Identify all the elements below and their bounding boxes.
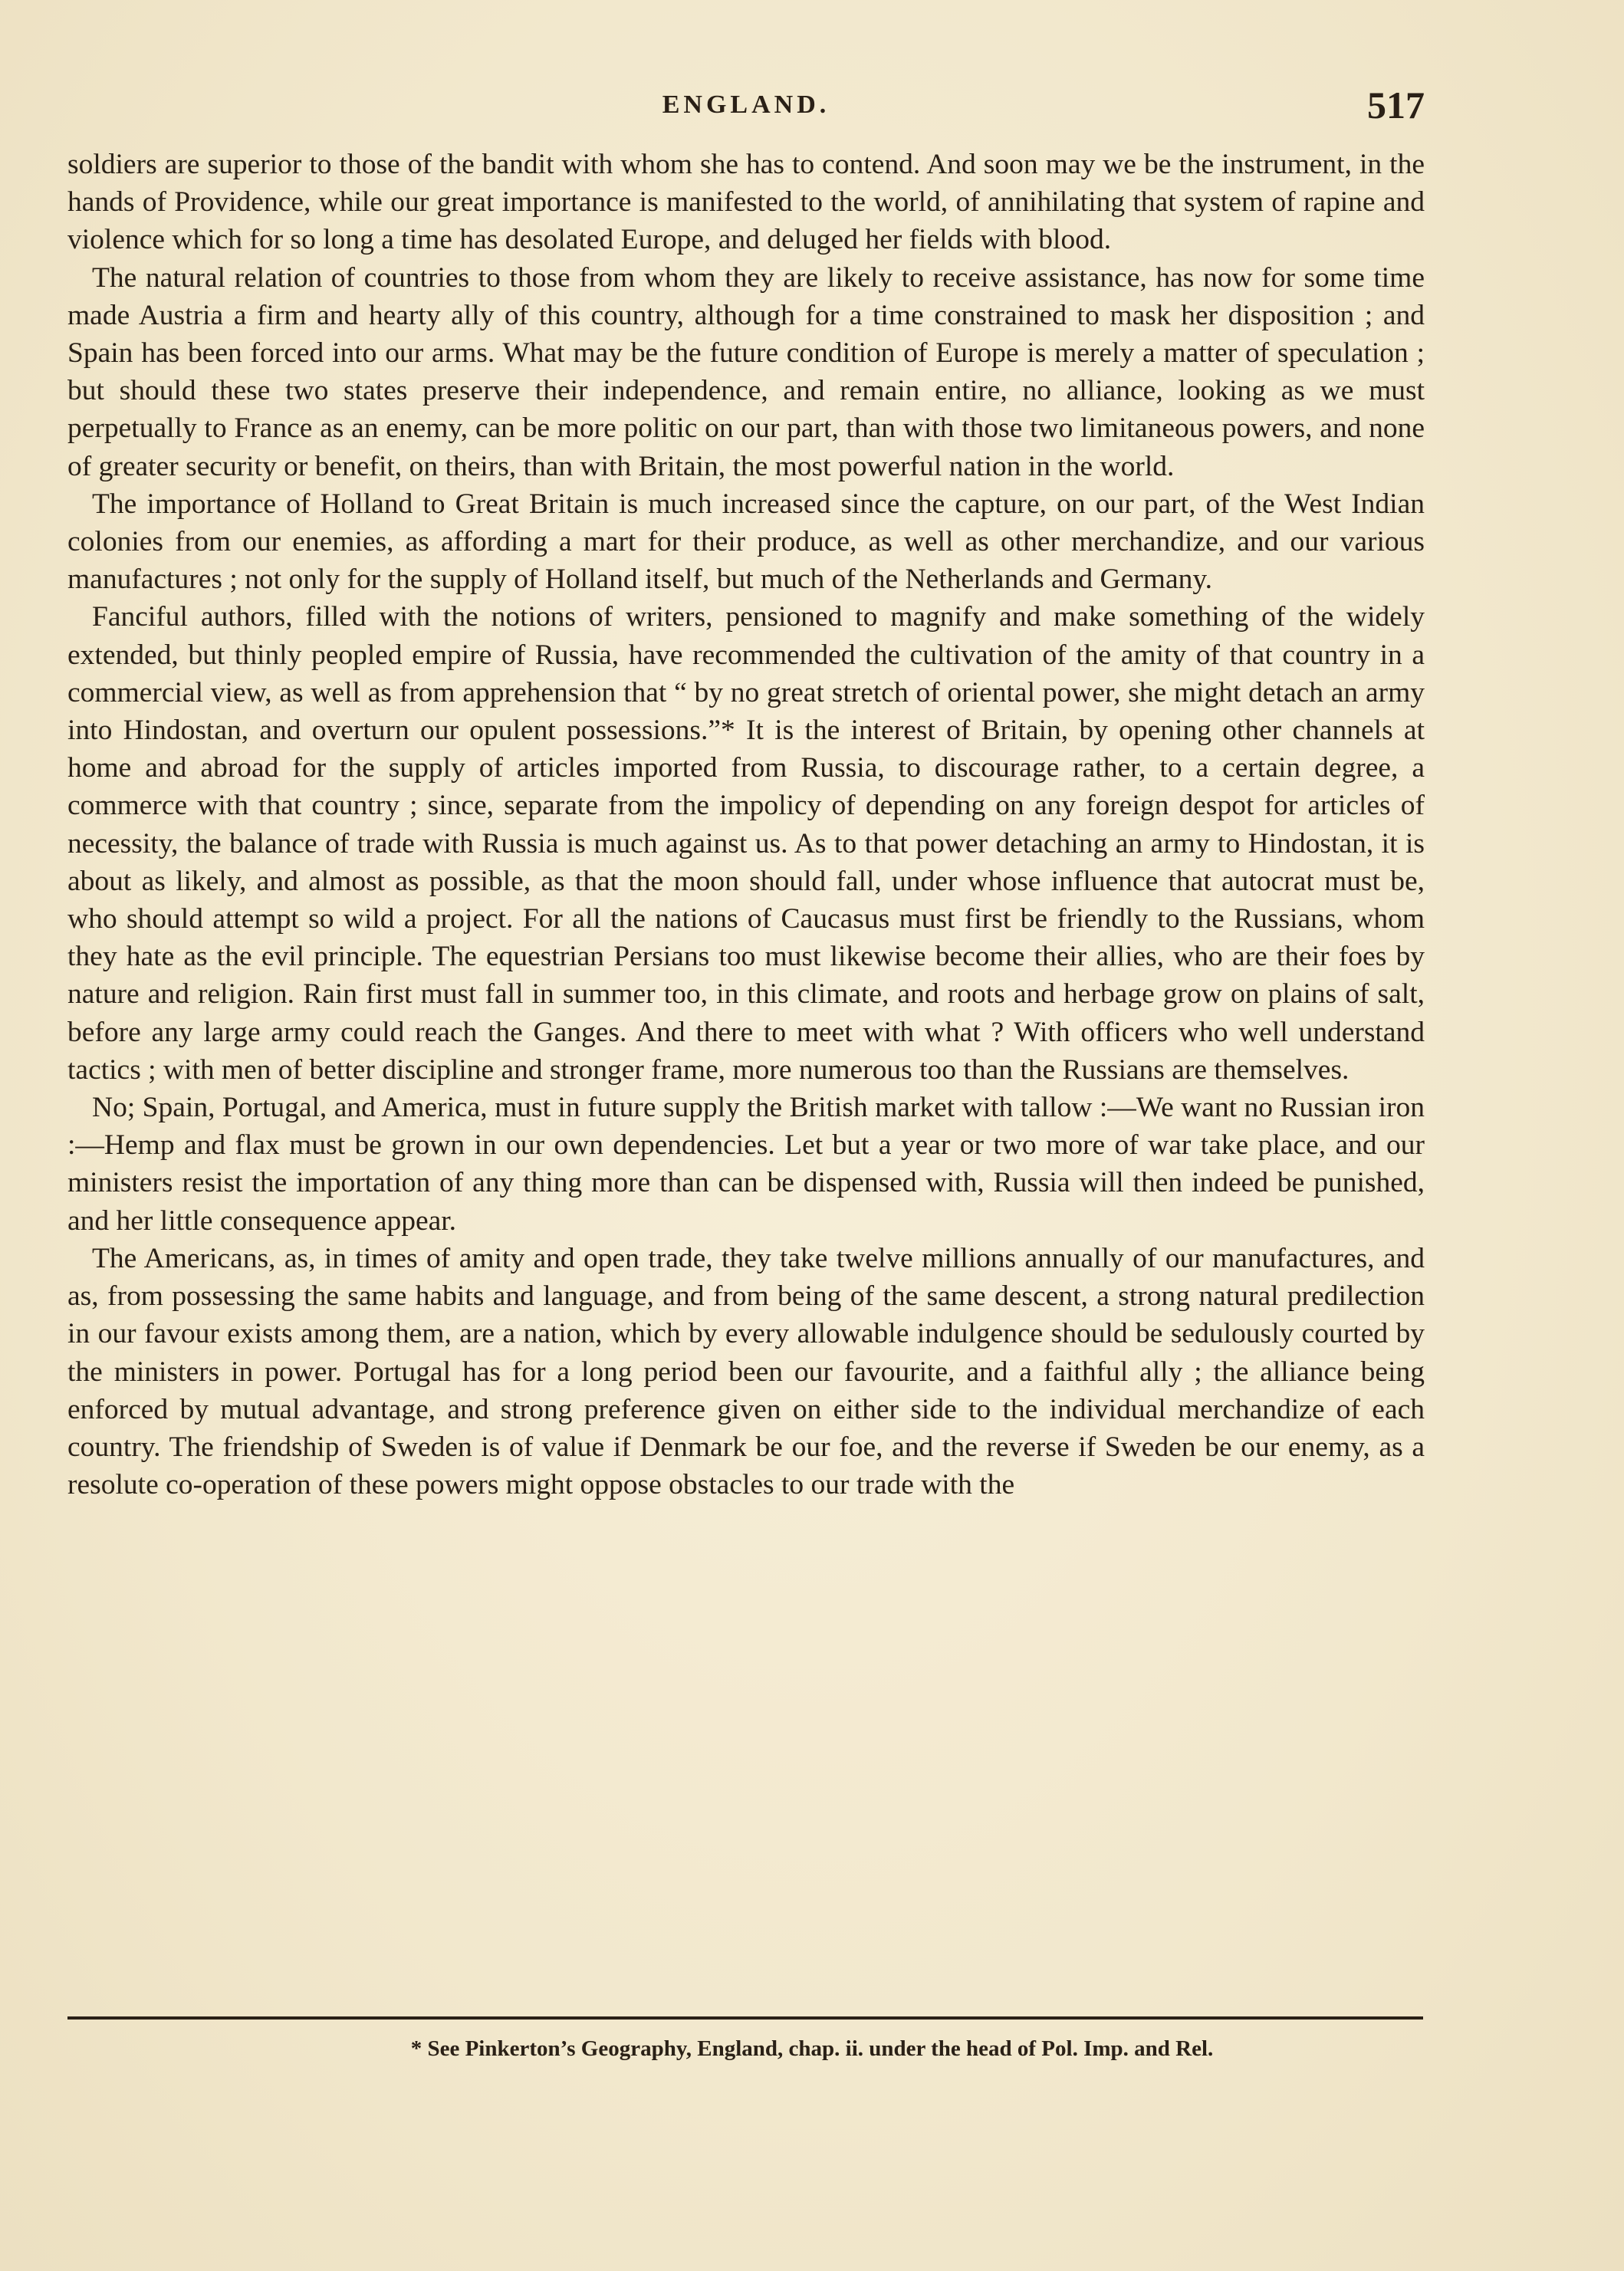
page-header (67, 84, 1425, 136)
paragraph-russia: Fanciful authors, filled with the notions of writers, pensioned to magnify and make something of the widely extended, but thinly peopled empire of Russia, have recommended the cultivation of the amity of that country in a commercial view, as well as from apprehension that “ by no great stretch of oriental power, she might detach an army into Hindostan, and overturn our opulent possessions.”* It is the interest of Britain, by opening other channels at home and abroad for the supply of articles imported from Russia, to discourage rather, to a certain degree, a commerce with that country ; since, separate from the impolicy of depending on any foreign despot for articles of necessity, the balance of trade with Russia is much against us. As to that power detaching an army to Hindostan, it is about as likely, and almost as possible, as that the moon should fall, under whose influence that autocrat must be, who should attempt so wild a project. For all the nations of Caucasus must first be friendly to the Russians, whom they hate as the evil principle. The equestrian Persians too must likewise become their allies, who are their foes by nature and religion. Rain first must fall in summer too, in this climate, and roots and herbage grow on plains of salt, before any large army could reach the Ganges. And there to meet with what ? With officers who well understand tactics ; with men of better discipline and stronger frame, more numerous too than the Russians are themselves. (67, 601, 1425, 1086)
paragraph-holland: The importance of Holland to Great Britain is much increased since the capture, on our part, of the West Indian colonies from our enemies, as affording a mart for their produce, as well as other merchandize, and our various manufactures ; not only for the supply of Holland itself, but much of the Netherlands and Germany. (67, 488, 1425, 596)
page-number: 517 (1367, 84, 1425, 127)
footnote-rule (67, 2016, 1423, 2020)
paragraph-supply: No; Spain, Portugal, and America, must in future supply the British market with tallow :—We want no Russian iron :—Hemp and flax must be grown in our own dependencies. Let but a year or two more of war take place, and our ministers resist the importation of any thing more than can be dispensed with, Russia will then indeed be punished, and her little consequence appear. (67, 1092, 1425, 1237)
paragraph-austria-spain: The natural relation of countries to those from whom they are likely to receive assistance, has now for some time made Austria a firm and hearty ally of this country, although for a time constrained to mask her disposition ; and Spain has been forced into our arms. What may be the future condition of Europe is merely a matter of speculation ; but should these two states preserve their independence, and remain entire, no alliance, looking as we must perpetually to France as an enemy, can be more politic on our part, than with those two limitaneous powers, and none of greater security or benefit, on theirs, than with Britain, the most powerful nation in the world. (67, 261, 1425, 482)
paragraph-continued: soldiers are superior to those of the bandit with whom she has to contend. And soon may we be the instrument, in the hands of Providence, while our great importance is manifested to the world, of annihilating that system of rapine and violence which for so long a time has desolated Europe, and deluged her fields with blood. (67, 149, 1425, 256)
running-head: ENGLAND. (662, 90, 830, 119)
paragraph-americans: The Americans, as, in times of amity and open trade, they take twelve millions annually of our manufactures, and as, from possessing the same habits and language, and from being of the same descent, a strong natural predilection in our favour exists among them, are a nation, which by every allowable indulgence should be sedulously courted by the ministers in power. Portugal has for a long period been our favourite, and a faithful ally ; the alliance being enforced by mutual advantage, and strong preference given on either side to the individual merchandize of each country. The friendship of Sweden is of value if Denmark be our foe, and the reverse if Sweden be our enemy, as a resolute co-operation of these powers might oppose obstacles to our trade with the (67, 1242, 1425, 1501)
body-text (67, 146, 1425, 1504)
footnote: * See Pinkerton’s Geography, England, chap. ii. under the head of Pol. Imp. and Rel. (410, 2036, 1214, 2061)
